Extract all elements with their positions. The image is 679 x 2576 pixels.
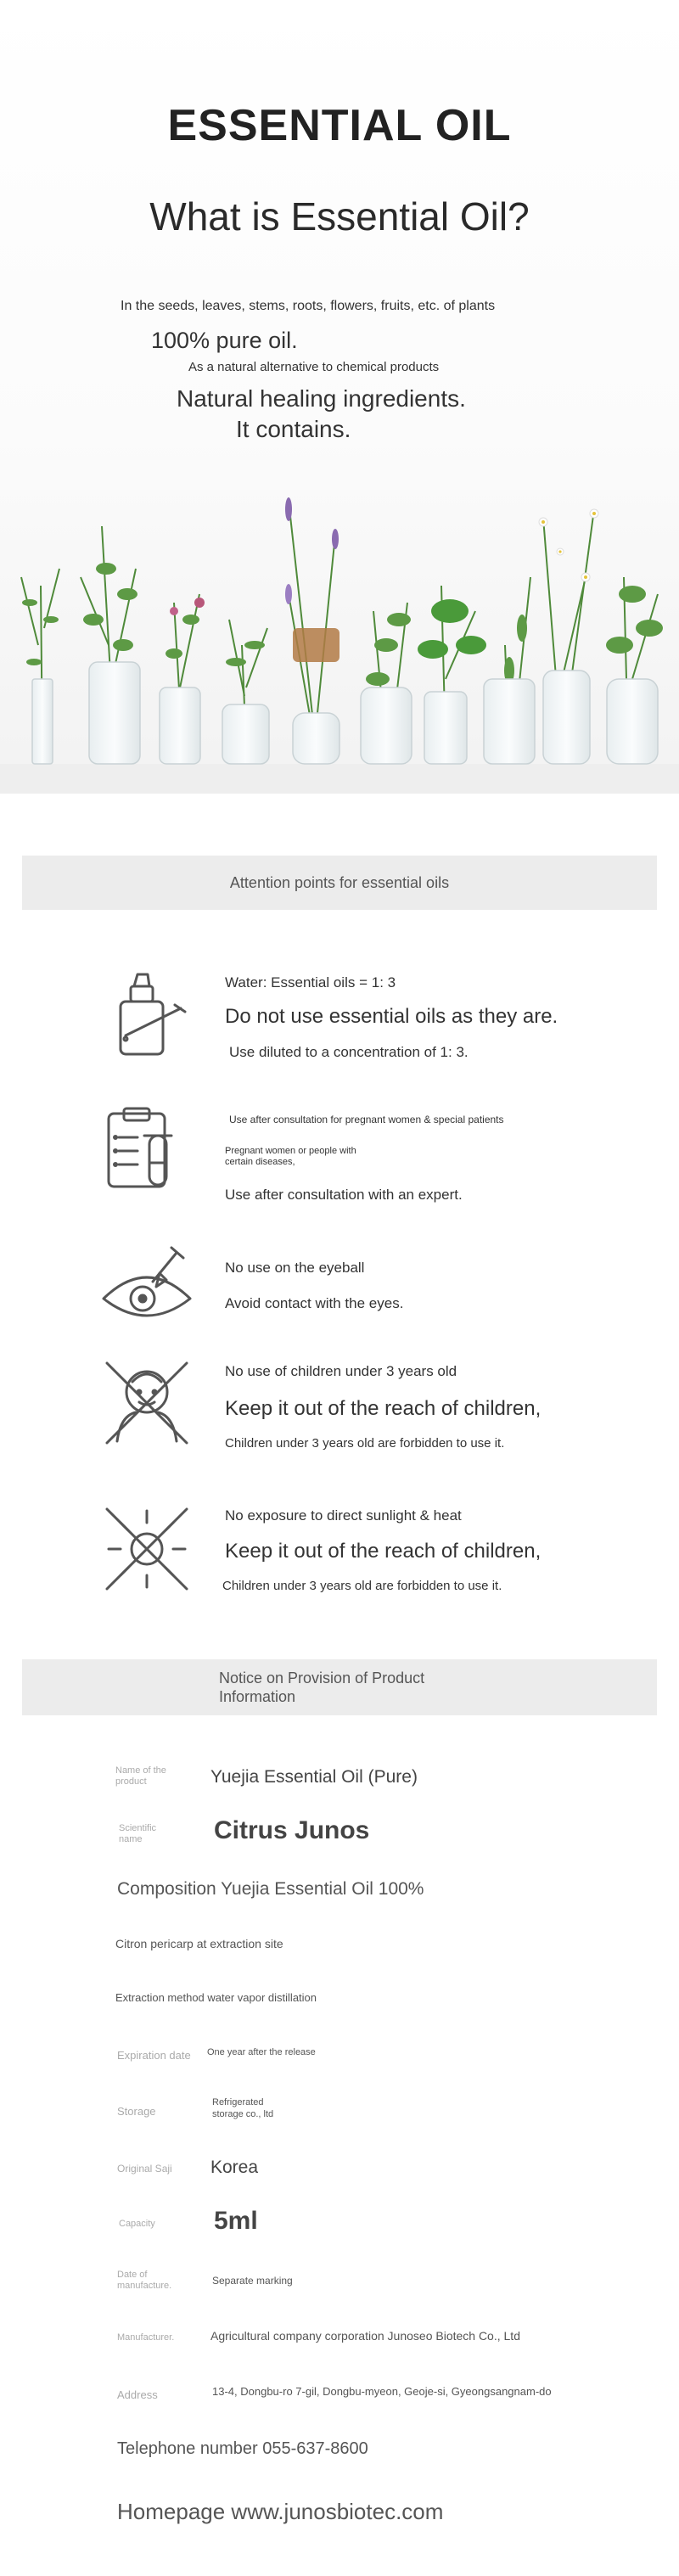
woven-basket-icon (293, 628, 340, 662)
manufacturer-label: Manufacturer. (117, 2332, 175, 2343)
attention-banner (22, 856, 657, 910)
address-label: Address (117, 2388, 158, 2401)
attention-5-line-3: Children under 3 years old are forbidden to use it. (222, 1579, 502, 1593)
intro-line-2: 100% pure oil. (151, 328, 298, 353)
capacity-label: Capacity (119, 2219, 155, 2229)
notice-banner (22, 1659, 657, 1715)
composition-line: Composition Yuejia Essential Oil 100% (117, 1879, 424, 1899)
extraction-method-line: Extraction method water vapor distillation (115, 1991, 317, 2004)
attention-4-line-3: Children under 3 years old are forbidden to use it. (225, 1436, 505, 1451)
attention-3-line-1: No use on the eyeball (225, 1260, 365, 1276)
attention-2-line-1: Use after consultation for pregnant women & special patients (229, 1114, 504, 1125)
attention-2-line-3: Use after consultation with an expert. (225, 1187, 463, 1203)
notice-heading-line-1: Notice on Provision of Product (219, 1670, 425, 1686)
manufacture-date-label: Date of manufacture. (117, 2270, 172, 2292)
capacity-value: 5ml (214, 2207, 258, 2235)
attention-2-line-2: Pregnant women or people with certain diseases, (225, 1146, 356, 1168)
attention-5-line-1: No exposure to direct sunlight & heat (225, 1507, 462, 1524)
storage-value: Refrigerated storage co., ltd (212, 2097, 274, 2120)
extraction-site-line: Citron pericarp at extraction site (115, 1937, 283, 1950)
manufacturer-value: Agricultural company corporation Junoseo Biotech Co., Ltd (210, 2329, 520, 2343)
attention-3-line-2: Avoid contact with the eyes. (225, 1295, 404, 1311)
product-name-value: Yuejia Essential Oil (Pure) (210, 1767, 418, 1787)
origin-label: Original Saji (117, 2163, 172, 2175)
expiration-label: Expiration date (117, 2049, 191, 2062)
dropper-bottle-icon (100, 968, 194, 1061)
telephone-line: Telephone number 055-637-8600 (117, 2439, 368, 2458)
attention-4-line-2: Keep it out of the reach of children, (225, 1397, 542, 1420)
intro-line-1: In the seeds, leaves, stems, roots, flowers, fruits, etc. of plants (121, 299, 496, 313)
expiration-value: One year after the release (207, 2047, 316, 2057)
herb-bottles-photo (0, 475, 679, 794)
page-title: What is Essential Oil? (149, 194, 530, 239)
eye-dropper-icon (100, 1239, 194, 1333)
attention-1-line-2: Do not use essential oils as they are. (225, 1005, 558, 1028)
intro-line-4: Natural healing ingredients. (177, 385, 466, 412)
attention-1-line-1: Water: Essential oils = 1: 3 (225, 974, 396, 991)
address-value: 13-4, Dongbu-ro 7-gil, Dongbu-myeon, Geoje-si, Gyeongsangnam-do (212, 2385, 552, 2398)
product-name-label: Name of the product (115, 1765, 166, 1787)
manufacture-date-value: Separate marking (212, 2275, 293, 2287)
intro-line-3: As a natural alternative to chemical products (188, 360, 440, 374)
attention-heading: Attention points for essential oils (229, 874, 450, 891)
clipboard-test-tube-icon (100, 1103, 194, 1197)
hero-section (0, 0, 679, 794)
notice-heading-line-2: Information (219, 1688, 296, 1705)
scientific-name-label: Scientific name (119, 1823, 157, 1845)
brand-title: ESSENTIAL OIL (167, 101, 512, 150)
attention-5-line-2: Keep it out of the reach of children, (225, 1540, 542, 1563)
origin-value: Korea (210, 2158, 259, 2177)
attention-4-line-1: No use of children under 3 years old (225, 1363, 457, 1379)
no-sunlight-icon (100, 1502, 194, 1596)
attention-1-line-3: Use diluted to a concentration of 1: 3. (229, 1044, 469, 1060)
intro-line-5: It contains. (236, 416, 351, 442)
scientific-name-value: Citrus Junos (214, 1816, 370, 1844)
homepage-line: Homepage www.junosbiotec.com (117, 2499, 444, 2524)
no-child-icon (100, 1356, 194, 1450)
storage-label: Storage (117, 2105, 156, 2118)
